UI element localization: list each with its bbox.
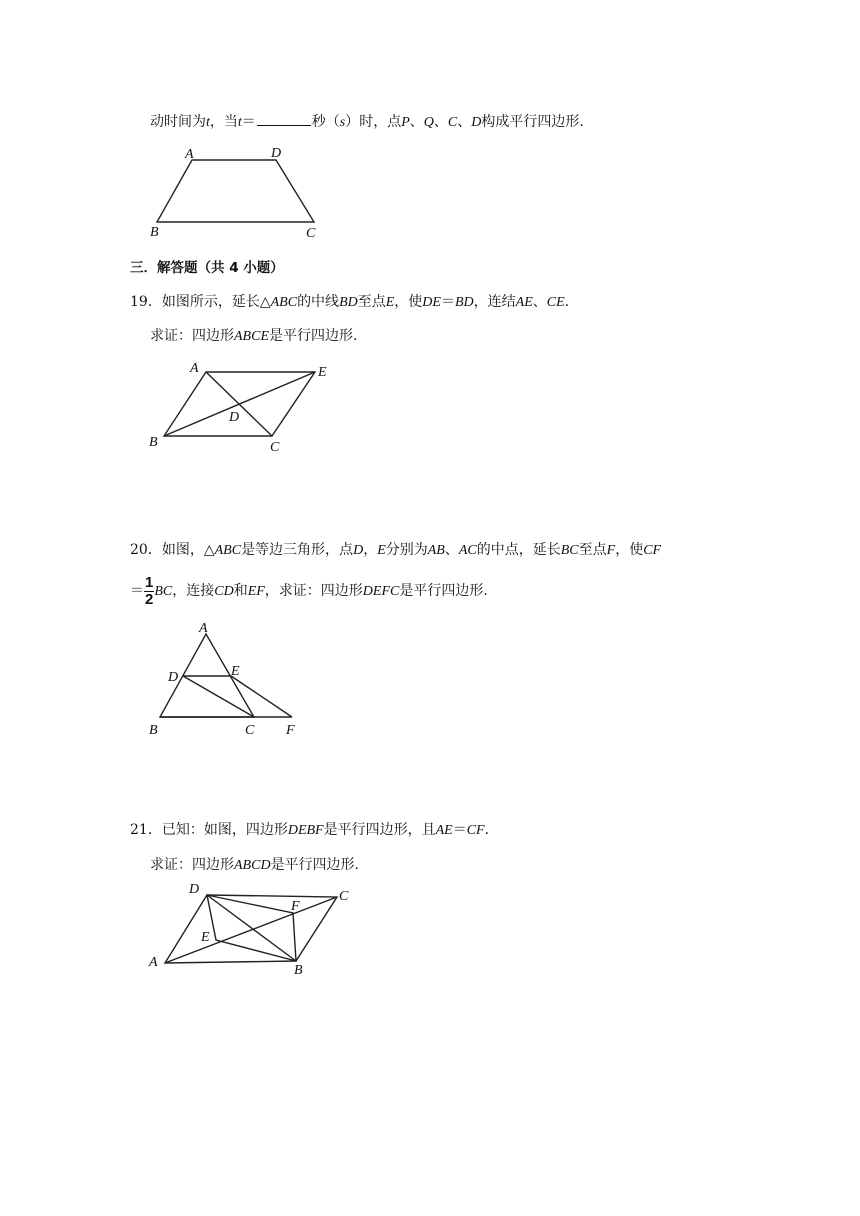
q20-text: 分别为 <box>385 542 428 558</box>
label-a: A <box>185 147 194 162</box>
math-term: ABC <box>214 543 242 558</box>
math-term: BC <box>560 543 579 558</box>
math-term: E <box>385 295 395 310</box>
q19-text: 的中线 <box>297 294 340 310</box>
label-d: D <box>229 410 240 425</box>
q18-text: 动时间为 <box>150 114 206 130</box>
math-term: F <box>606 543 616 558</box>
math-term: DE <box>422 295 441 310</box>
q19-text: 求证：四边形 <box>150 328 234 344</box>
math-term: AE <box>435 823 453 838</box>
equals-sign: ＝ <box>452 822 467 838</box>
q19-text: ，连结 <box>473 294 516 310</box>
q20-text: 是等边三角形，点 <box>241 542 354 558</box>
label-c: C <box>306 226 316 241</box>
math-term: BD <box>454 295 474 310</box>
math-term: DEFC <box>362 584 400 599</box>
math-term: CE <box>546 295 565 310</box>
point-label: P <box>401 115 410 130</box>
math-term: ABC <box>270 295 298 310</box>
point-label: Q <box>423 115 434 130</box>
var-t: t <box>206 115 210 130</box>
q19-text: ，使 <box>394 294 423 310</box>
separator: 、 <box>444 542 459 558</box>
period: . <box>564 294 570 310</box>
var-t: t <box>237 115 242 130</box>
question-number: 19． <box>130 294 162 310</box>
q20-text: 是平行四边形. <box>399 583 488 599</box>
q21-text: 是平行四边形，且 <box>323 822 436 838</box>
equals-sign: ＝ <box>130 583 144 599</box>
label-c: C <box>270 440 280 455</box>
label-c: C <box>245 723 255 738</box>
math-term: D <box>353 543 364 558</box>
question-number: 21． <box>130 822 162 838</box>
fraction-denominator: 2 <box>145 590 154 608</box>
math-term: ABCE <box>234 329 269 344</box>
label-a: A <box>199 621 208 636</box>
q18-text: ）时，点 <box>345 114 402 130</box>
diagonal-ac <box>165 897 337 963</box>
math-term: CD <box>214 584 234 599</box>
label-f: F <box>291 899 300 914</box>
separator: ， <box>363 542 378 558</box>
q20-text: 如图，△ <box>161 542 215 558</box>
question-number: 20． <box>130 542 162 558</box>
q20-text: 的中点，延长 <box>476 542 561 558</box>
equals-sign: ＝ <box>241 114 256 130</box>
point-label: D <box>471 115 482 130</box>
q20-text: ，使 <box>615 542 644 558</box>
label-a: A <box>149 955 158 970</box>
math-term: E <box>377 543 386 558</box>
section-count: 4 <box>229 260 239 276</box>
label-c: C <box>339 889 349 904</box>
label-e: E <box>318 365 327 380</box>
separator: 、 <box>532 294 547 310</box>
separator: 、 <box>457 114 472 130</box>
label-e: E <box>231 664 240 679</box>
point-label: C <box>447 115 458 130</box>
math-term: AC <box>458 543 477 558</box>
section-title-text: 三．解答题（共 <box>130 260 230 276</box>
label-d: D <box>271 146 282 161</box>
q21-text: 是平行四边形. <box>270 857 360 873</box>
q21-text: 已知：如图，四边形 <box>161 822 288 838</box>
math-term: CF <box>466 823 485 838</box>
equals-sign: ＝ <box>440 294 455 310</box>
q20-text: 和 <box>233 583 248 599</box>
math-term: BC <box>154 584 173 599</box>
section-title-text: 小题） <box>238 260 284 276</box>
q19-text: 是平行四边形. <box>269 328 358 344</box>
fraction-numerator: 1 <box>145 573 154 591</box>
math-term: ABCD <box>234 858 271 873</box>
math-term: BD <box>339 295 358 310</box>
label-d: D <box>168 670 179 685</box>
label-b: B <box>149 723 158 738</box>
q18-text: 秒（ <box>311 114 340 130</box>
label-b: B <box>294 963 303 978</box>
label-f: F <box>286 723 295 738</box>
q21-text: 求证：四边形 <box>150 857 234 873</box>
q19-text: 如图所示，延长△ <box>161 294 271 310</box>
math-term: AE <box>515 295 533 310</box>
q20-text: ，求证：四边形 <box>264 583 363 599</box>
separator: 、 <box>409 114 424 130</box>
math-term: EF <box>247 584 265 599</box>
math-term: CF <box>643 543 662 558</box>
period: . <box>484 822 490 838</box>
unit-s: s <box>339 115 346 130</box>
label-e: E <box>201 930 210 945</box>
label-a: A <box>190 361 199 376</box>
math-term: AB <box>427 543 445 558</box>
label-d: D <box>189 882 200 897</box>
q18-text: ，当 <box>209 114 238 130</box>
q20-text: ，连接 <box>172 583 215 599</box>
math-term: DEBF <box>287 823 324 838</box>
label-b: B <box>150 225 159 240</box>
separator: 、 <box>433 114 448 130</box>
q20-text: 至点 <box>578 542 607 558</box>
q19-text: 至点 <box>357 294 386 310</box>
q18-text: 构成平行四边形. <box>481 114 584 130</box>
label-b: B <box>149 435 158 450</box>
